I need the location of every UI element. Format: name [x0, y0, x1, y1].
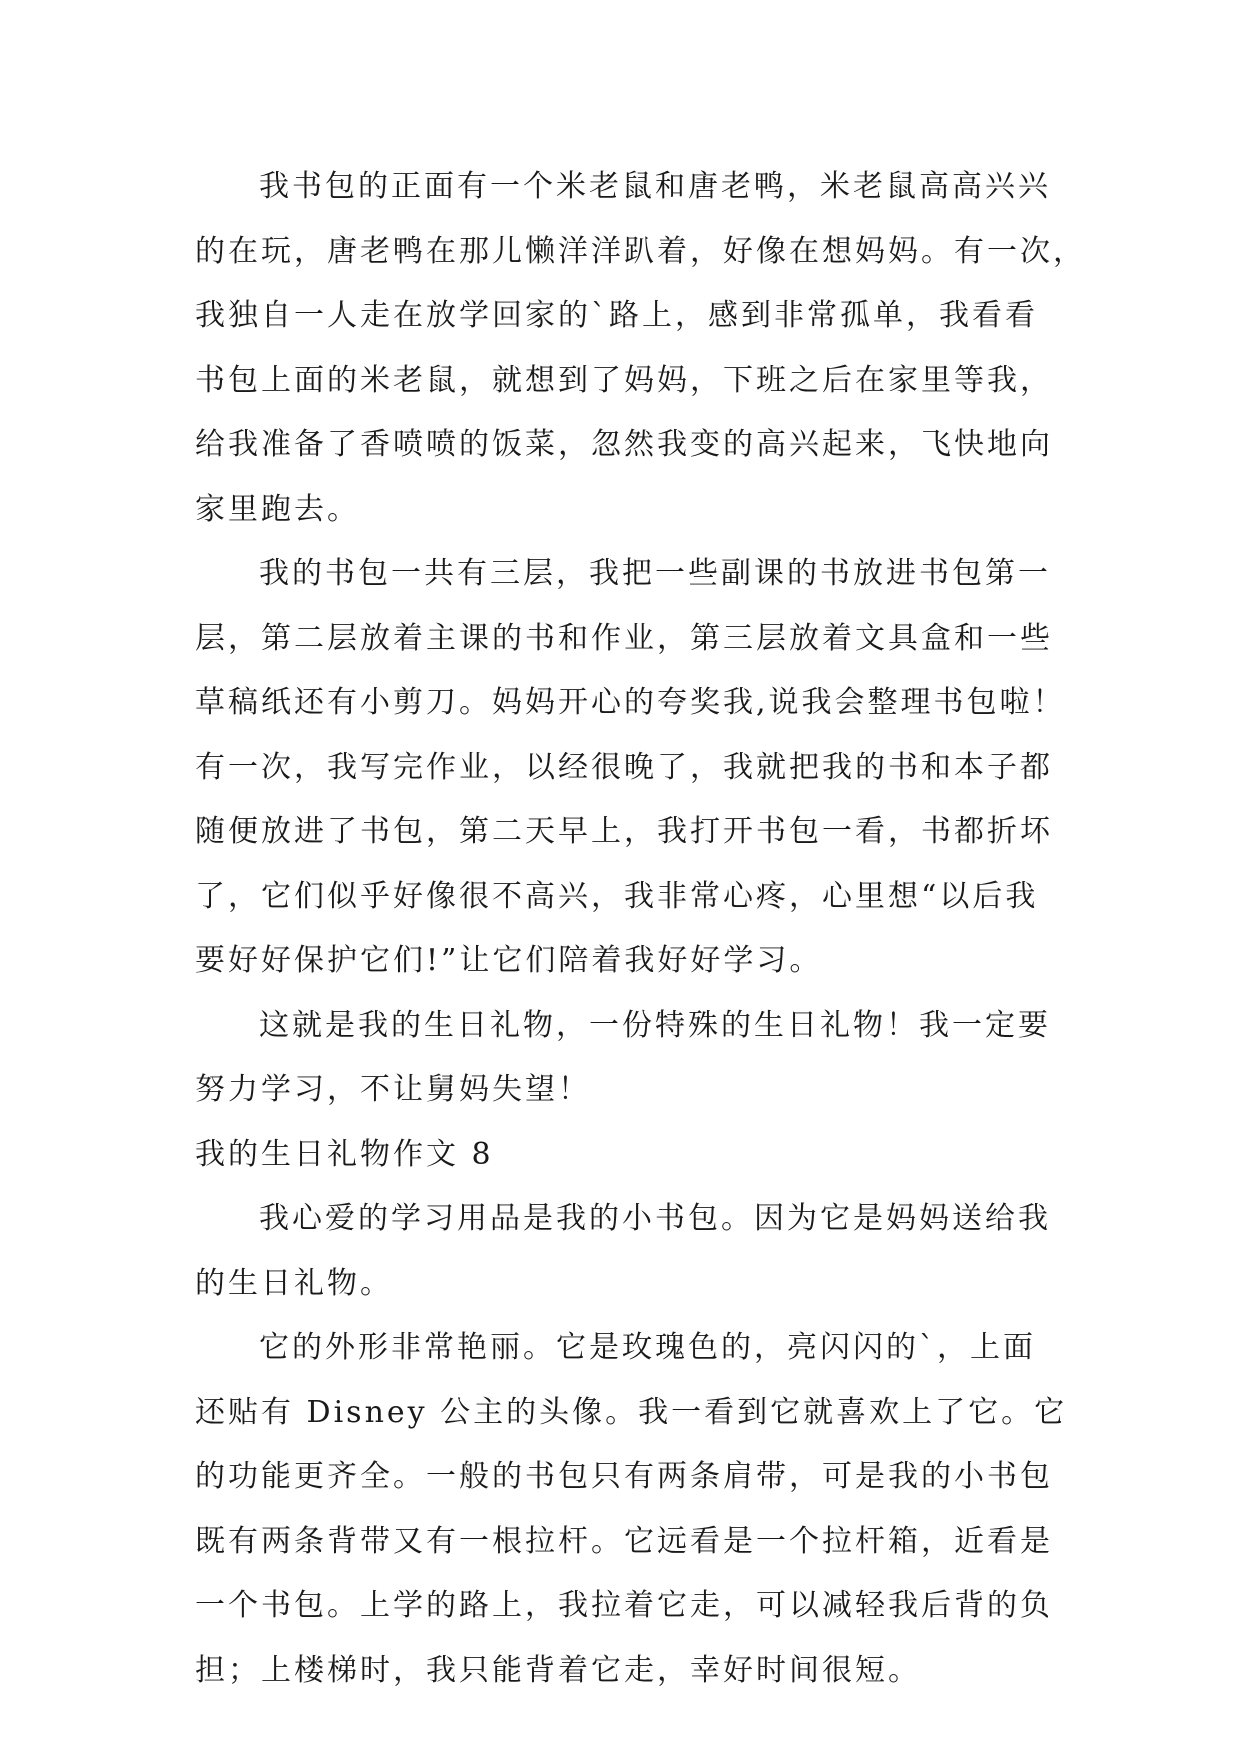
text-line: 它的外形非常艳丽。它是玫瑰色的，亮闪闪的`，上面 — [259, 1330, 1036, 1365]
text-line: 的生日礼物。 — [195, 1265, 393, 1301]
text-line: 要好好保护它们!”让它们陪着我好好学习。 — [195, 943, 823, 978]
paragraph — [195, 155, 1086, 542]
text-line: 担；上楼梯时，我只能背着它走，幸好时间很短。 — [195, 1652, 921, 1688]
text-line: 我书包的正面有一个米老鼠和唐老鸭，米老鼠高高兴兴 — [259, 169, 1051, 204]
text-line: 我独自一人走在放学回家的`路上，感到非常孤单，我看看 — [195, 298, 1038, 333]
text-line: 一个书包。上学的路上，我拉着它走，可以减轻我后背的负 — [195, 1588, 1053, 1623]
text-line: 我心爱的学习用品是我的小书包。因为它是妈妈送给我 — [259, 1201, 1051, 1236]
paragraph — [195, 1316, 1068, 1703]
text-line: 的在玩，唐老鸭在那儿懒洋洋趴着，好像在想妈妈。有一次， — [195, 233, 1086, 269]
text-line: 还贴有 Disney 公主的头像。我一看到它就喜欢上了它。它 — [195, 1394, 1068, 1430]
document-body — [195, 155, 1086, 1703]
heading-line: 我的生日礼物作文 8 — [195, 1136, 494, 1172]
text-line: 有一次，我写完作业，以经很晚了，我就把我的书和本子都 — [195, 749, 1053, 785]
section-heading — [195, 1123, 1055, 1188]
text-line: 的功能更齐全。一般的书包只有两条肩带，可是我的小书包 — [195, 1459, 1053, 1494]
text-line: 层，第二层放着主课的书和作业，第三层放着文具盒和一些 — [195, 620, 1053, 656]
text-line: 随便放进了书包，第二天早上，我打开书包一看，书都折坏 — [195, 814, 1053, 849]
text-line: 给我准备了香喷喷的饭菜，忽然我变的高兴起来，飞快地向 — [195, 427, 1053, 462]
text-line: 这就是我的生日礼物，一份特殊的生日礼物！我一定要 — [259, 1007, 1051, 1043]
text-line: 家里跑去。 — [195, 491, 360, 527]
paragraph — [195, 542, 1066, 994]
paragraph — [195, 1187, 1055, 1316]
text-line: 了，它们似乎好像很不高兴，我非常心疼，心里想“以后我 — [195, 878, 1039, 914]
text-line: 书包上面的米老鼠，就想到了妈妈，下班之后在家里等我， — [195, 362, 1053, 398]
text-line: 努力学习，不让舅妈失望！ — [195, 1072, 591, 1107]
text-line: 草稿纸还有小剪刀。妈妈开心的夸奖我,说我会整理书包啦！ — [195, 685, 1066, 720]
paragraph — [195, 994, 1055, 1123]
text-line: 我的书包一共有三层，我把一些副课的书放进书包第一 — [259, 556, 1051, 591]
text-line: 既有两条背带又有一根拉杆。它远看是一个拉杆箱，近看是 — [195, 1523, 1053, 1559]
